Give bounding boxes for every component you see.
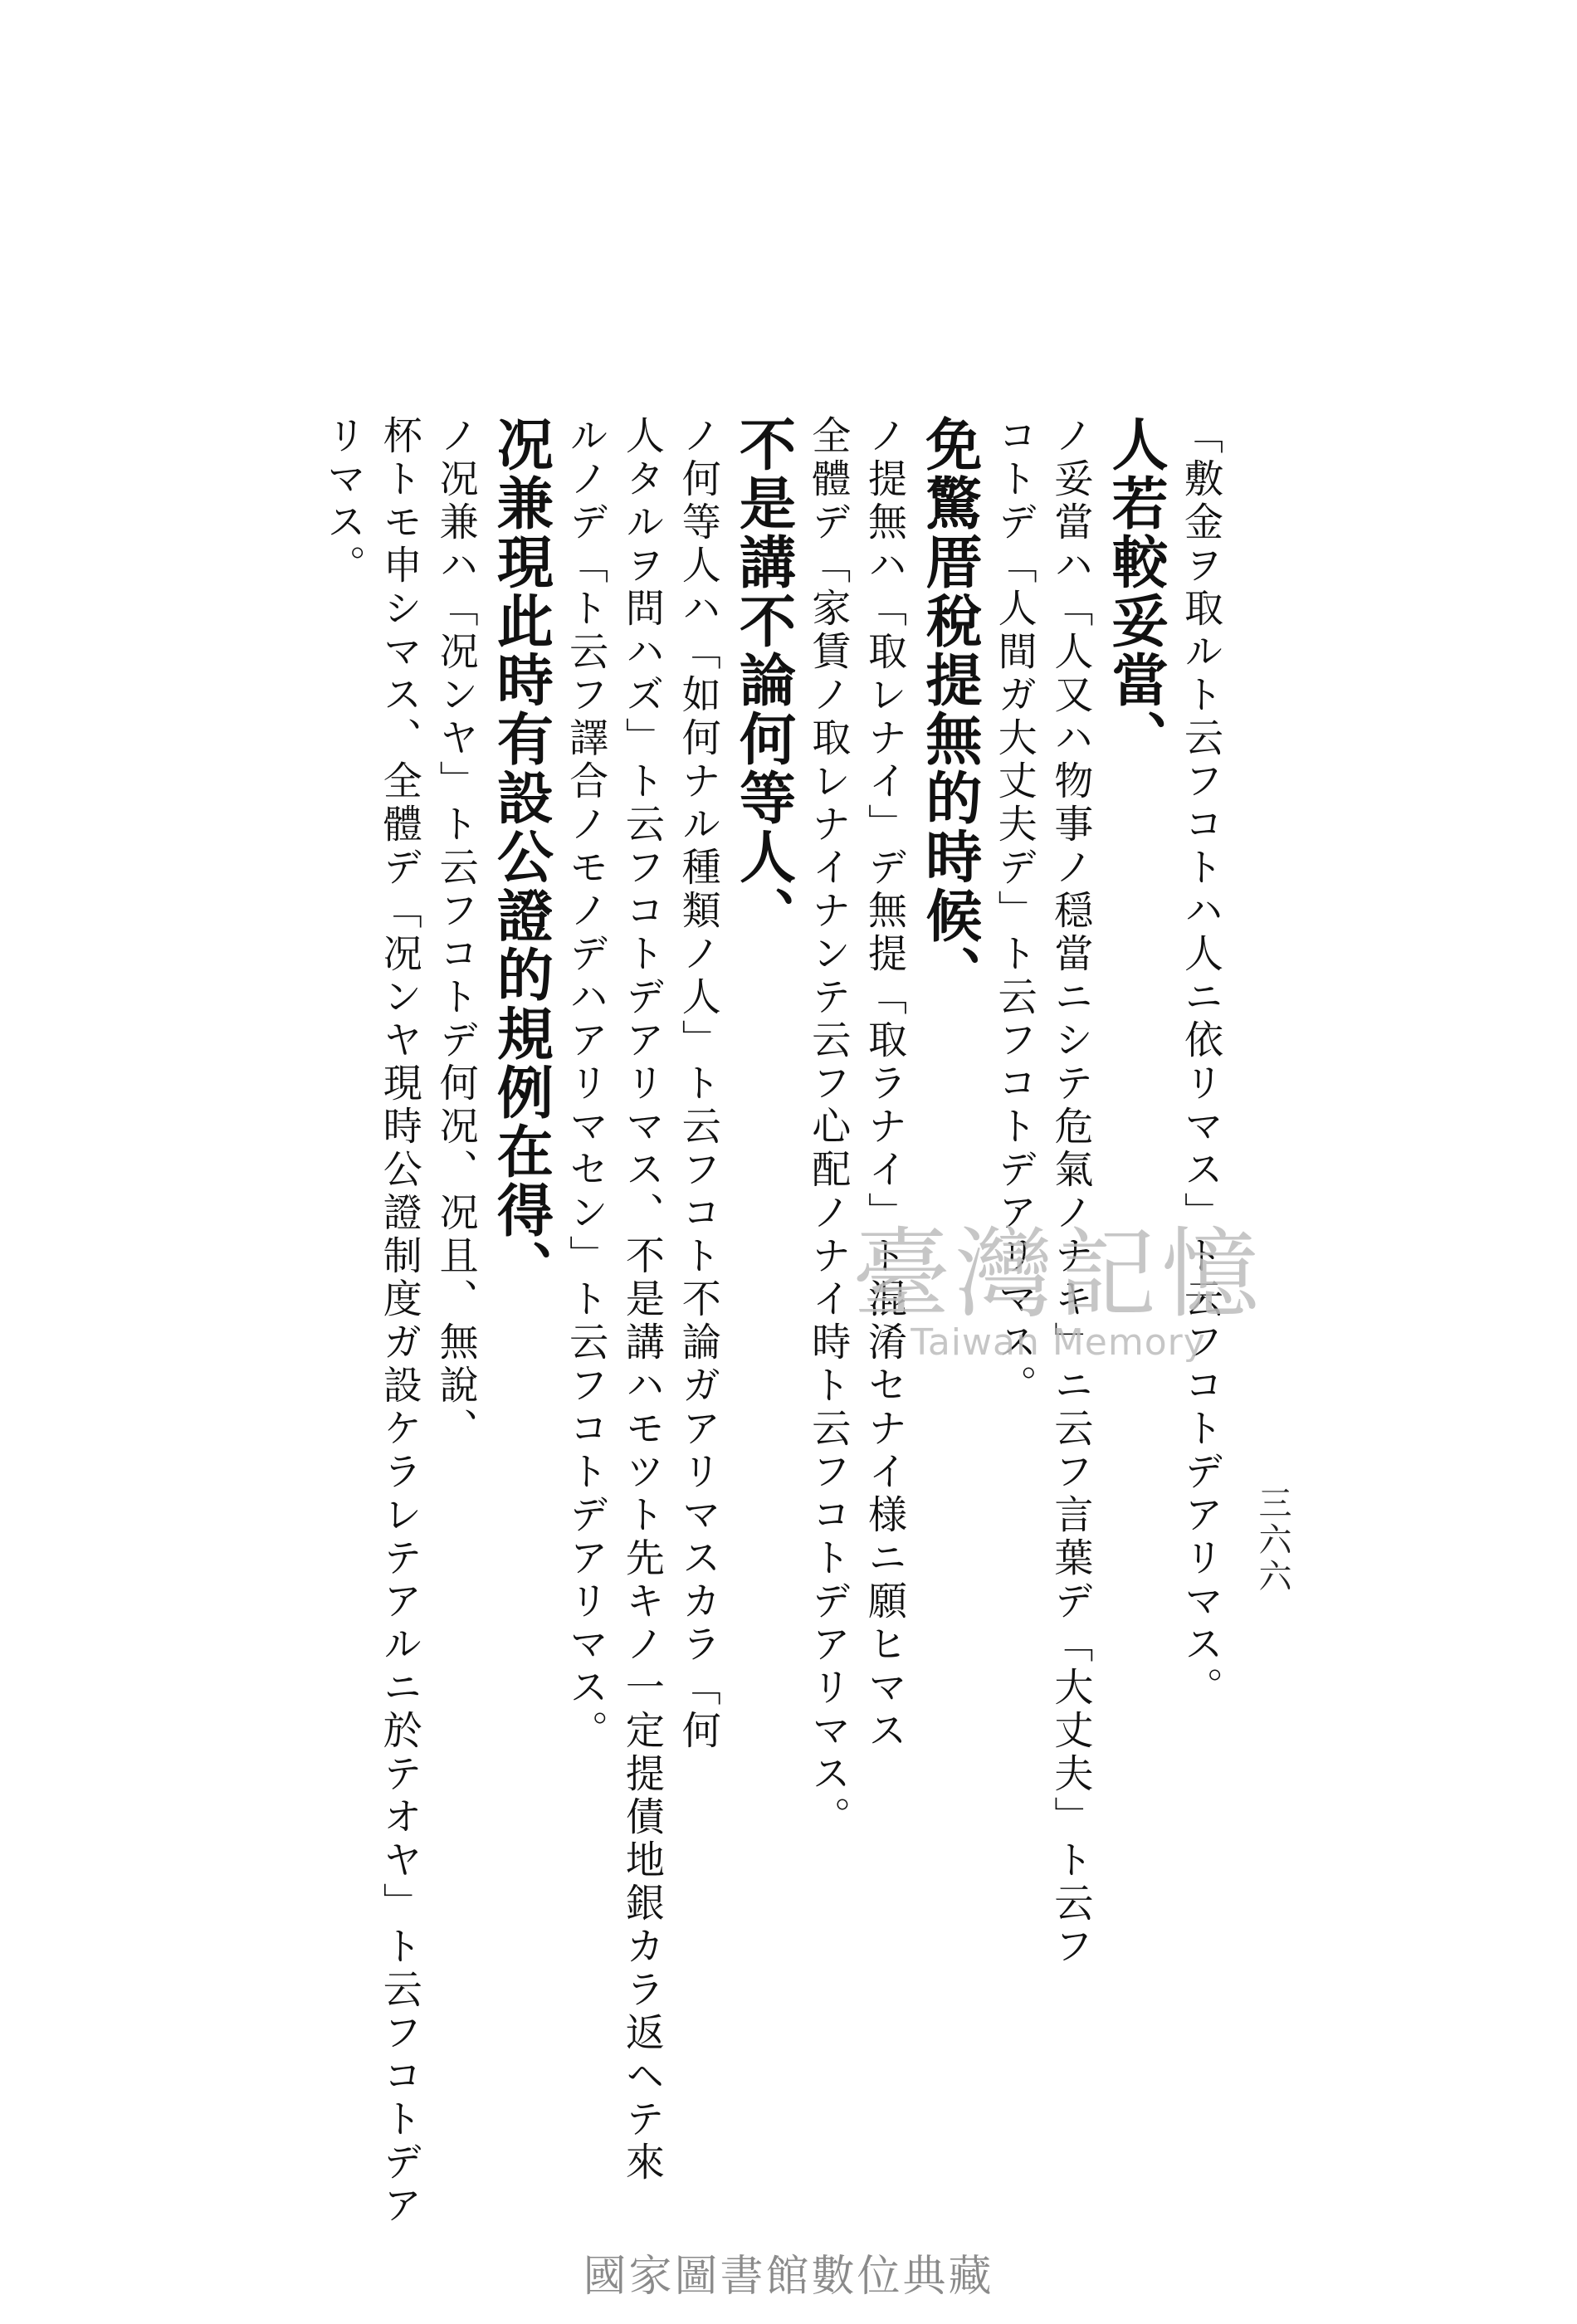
footer-credit: 國家圖書館數位典藏: [583, 2252, 994, 2302]
text-column-13: ノ况兼ハ「况ンヤ」ト云フコトデ何况、况且、無說、: [432, 415, 479, 1451]
text-column-7: 全體デ「家賃ノ取レナイナンテ云フ心配ノナイ時ト云フコトデアリマス。: [805, 415, 852, 1839]
text-column-14: 杯トモ申シマス、全體デ「况ンヤ現時公證制度ガ設ケラレテアルニ於テオヤ」ト云フコトデア: [376, 415, 422, 2228]
text-column-9: ノ何等人ハ「如何ナル種類ノ人」ト云フコト不論ガアリマスカラ「何: [675, 415, 721, 1753]
taiwan-memory-watermark: [793, 1195, 1324, 1364]
text-column-3: ノ妥當ハ「人又ハ物事ノ穏當ニシテ危氣ノナキ」ニ云フ言葉デ「大丈夫」ト云フ: [1047, 415, 1094, 1969]
text-column-1: 「敷金ヲ取ルト云フコトハ人ニ依リマス」ト云フコトデアリマス。: [1177, 415, 1223, 1710]
text-column-11: ルノデ「ト云フ譯合ノモノデハアリマセン」ト云フコトデアリマス。: [563, 415, 609, 1753]
watermark-chinese: 臺灣記憶: [852, 1217, 1264, 1331]
text-column-5: 免驚厝稅提無的時候、: [915, 415, 983, 1004]
text-column-2: 人若較妥當、: [1102, 415, 1169, 769]
text-column-15: リマス。: [320, 415, 366, 588]
page-number: 三六六: [1253, 1486, 1291, 1595]
text-column-8: 不是講不論何等人、: [730, 415, 797, 945]
text-column-12: 况兼現此時有設公證的規例在得、: [487, 415, 554, 1299]
text-column-10: 人タルヲ問ハズ」ト云フコトデアリマス、不是講ハモツト先キノ一定提債地銀カラ返ヘテ來: [618, 415, 665, 2185]
text-column-6: ノ提無ハ「取レナイ」デ無提「取ラナイ」ト混淆セナイ様ニ願ヒマス: [862, 415, 908, 1753]
text-column-4: コトデ「人間ガ大丈夫デ」ト云フコトデアリマス。: [991, 415, 1038, 1408]
watermark-english: Taiwan Memory: [911, 1321, 1206, 1364]
